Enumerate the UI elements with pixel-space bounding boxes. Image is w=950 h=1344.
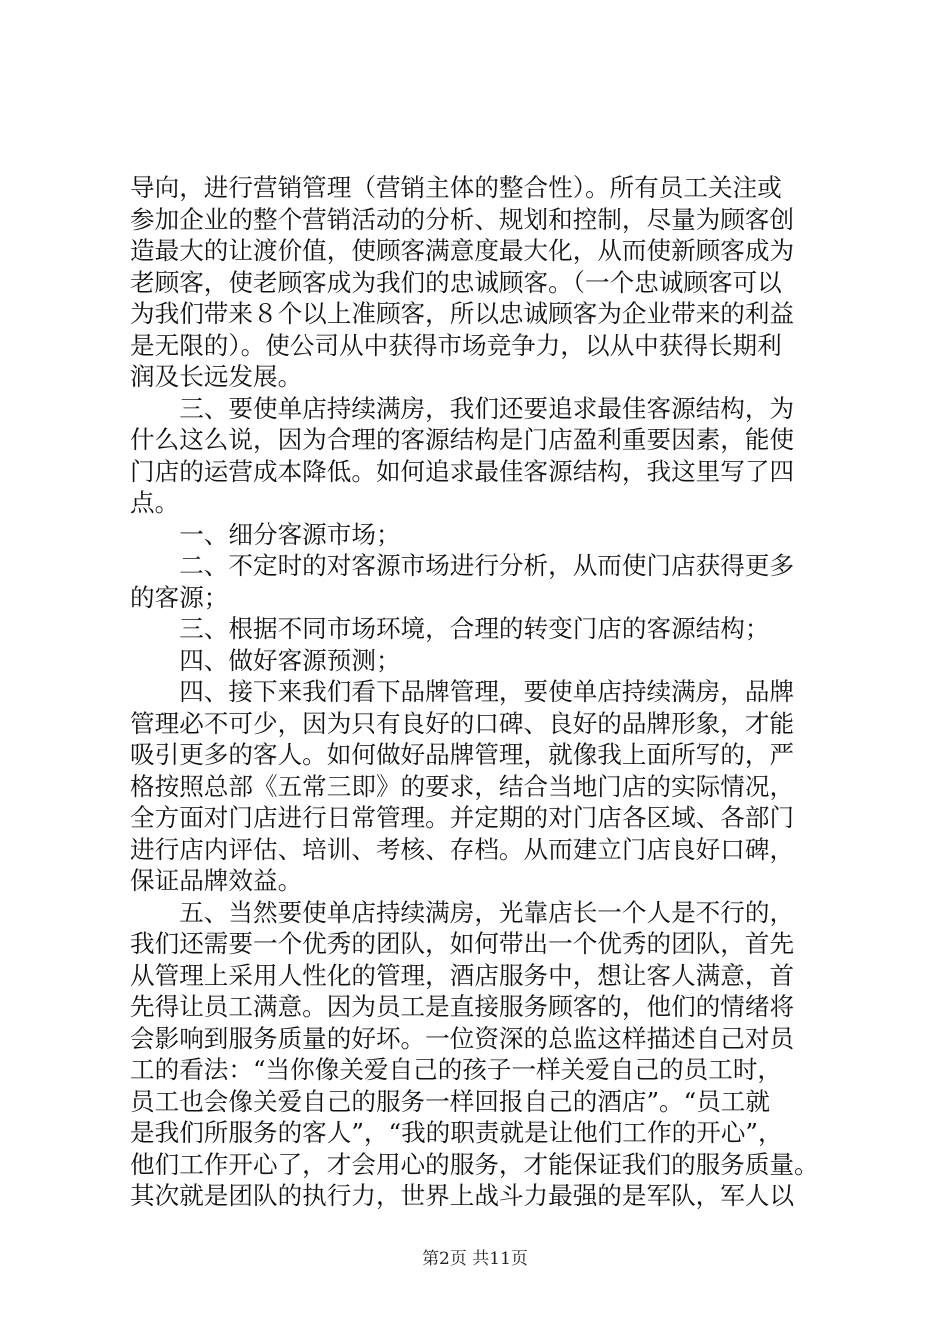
text-line: 我们还需要一个优秀的团队，如何带出一个优秀的团队，首先 <box>130 929 795 958</box>
text-line: 造最大的让渡价值，使顾客满意度最大化，从而使新顾客成为 <box>130 236 795 265</box>
text-line: 保证品牌效益。 <box>130 866 303 895</box>
text-line: 二、不定时的对客源市场进行分析，从而使门店获得更多 <box>130 551 795 580</box>
text-line: 为我们带来８个以上准顾客，所以忠诚顾客为企业带来的利益 <box>130 299 795 328</box>
text-line: 工的看法：“当你像关爱自己的孩子一样关爱自己的员工时， <box>130 1055 783 1084</box>
text-line: 三、根据不同市场环境，合理的转变门店的客源结构； <box>130 614 770 643</box>
text-line: 润及长远发展。 <box>130 362 303 391</box>
text-line: 其次就是团队的执行力，世界上战斗力最强的是军队，军人以 <box>130 1181 795 1210</box>
text-line: 参加企业的整个营销活动的分析、规划和控制，尽量为顾客创 <box>130 204 795 234</box>
text-line: 四、接下来我们看下品牌管理，要使单店持续满房，品牌 <box>130 677 795 706</box>
text-line: 三、要使单店持续满房，我们还要追求最佳客源结构，为 <box>130 393 795 423</box>
text-line: 进行店内评估、培训、考核、存档。从而建立门店良好口碑， <box>130 834 795 864</box>
text-line: 从管理上采用人性化的管理，酒店服务中，想让客人满意，首 <box>130 960 795 990</box>
text-line: 管理必不可少，因为只有良好的口碑、良好的品牌形象，才能 <box>130 708 795 738</box>
text-line: 四、做好客源预测； <box>130 645 401 675</box>
text-line: 格按照总部《五常三即》的要求，结合当地门店的实际情况， <box>130 771 795 801</box>
text-line: 是无限的）。使公司从中获得市场竞争力，以从中获得长期利 <box>130 330 782 360</box>
text-line: 的客源； <box>130 582 229 612</box>
document-body <box>130 172 830 1212</box>
text-line: 全方面对门店进行日常管理。并定期的对门店各区域、各部门 <box>130 803 795 832</box>
text-line: 门店的运营成本降低。如何追求最佳客源结构，我这里写了四 <box>130 456 795 486</box>
text-line: 老顾客，使老顾客成为我们的忠诚顾客。（一个忠诚顾客可以 <box>130 267 782 297</box>
text-line: 什么这么说，因为合理的客源结构是门店盈利重要因素，能使 <box>130 425 795 454</box>
text-line: 他们工作开心了，才会用心的服务，才能保证我们的服务质量。 <box>130 1149 819 1179</box>
page-footer: 第2页 共11页 <box>422 1249 528 1269</box>
text-line: 点。 <box>130 488 180 517</box>
text-line: 五、当然要使单店持续满房，光靠店长一个人是不行的， <box>130 897 795 927</box>
text-line: 吸引更多的客人。如何做好品牌管理，就像我上面所写的，严 <box>130 740 795 769</box>
text-line: 导向，进行营销管理（营销主体的整合性）。所有员工关注或 <box>130 173 782 202</box>
text-line: 一、细分客源市场； <box>130 519 401 549</box>
text-line: 先得让员工满意。因为员工是直接服务顾客的，他们的情绪将 <box>130 992 795 1021</box>
text-line: 会影响到服务质量的好坏。一位资深的总监这样描述自己对员 <box>130 1023 795 1053</box>
text-line: 员工也会像关爱自己的服务一样回报自己的酒店”。“员工就 <box>130 1086 770 1116</box>
text-line: 是我们所服务的客人”，“我的职责就是让他们工作的开心”， <box>130 1118 783 1147</box>
